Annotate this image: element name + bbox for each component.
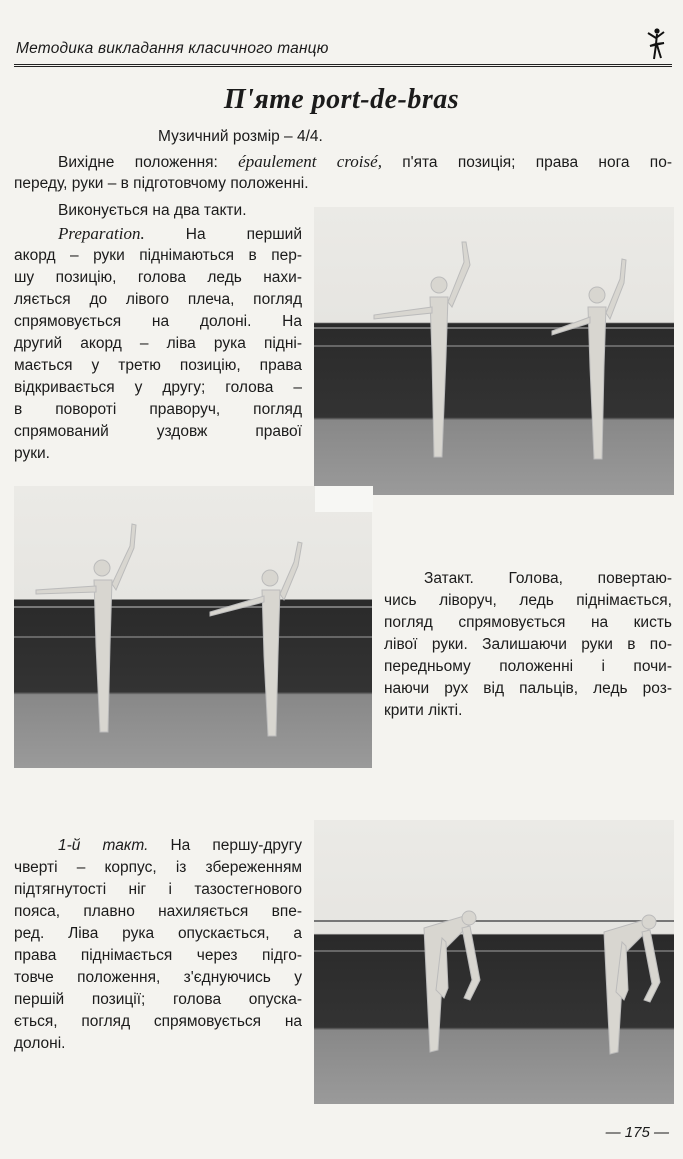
starting-position-line1: Вихідне положення: épaulement croisé, п'ята позиція; права нога по- — [58, 152, 672, 171]
running-header — [14, 34, 672, 67]
photo-stamp — [315, 486, 373, 512]
meter-line: Музичний розмір – 4/4. — [158, 128, 323, 145]
page-number: — 175 — — [605, 1124, 669, 1141]
bar1-line-1: 1-й такт. На першу-другу — [58, 837, 303, 854]
starting-position-line2: переду, руки – в підготовчому положенні. — [14, 175, 309, 192]
page-title: П'яте port-de-bras — [223, 84, 460, 115]
running-title: Методика викладання класичного танцю — [16, 40, 329, 57]
two-bars-line: Виконується на два такти. — [58, 202, 247, 219]
photo-preparation — [314, 207, 674, 495]
ballerina-icon — [642, 26, 670, 62]
photo-bar1 — [314, 820, 674, 1104]
photo-zatakt — [14, 486, 372, 768]
preparation-line-1: Preparation. На перший — [58, 224, 302, 243]
